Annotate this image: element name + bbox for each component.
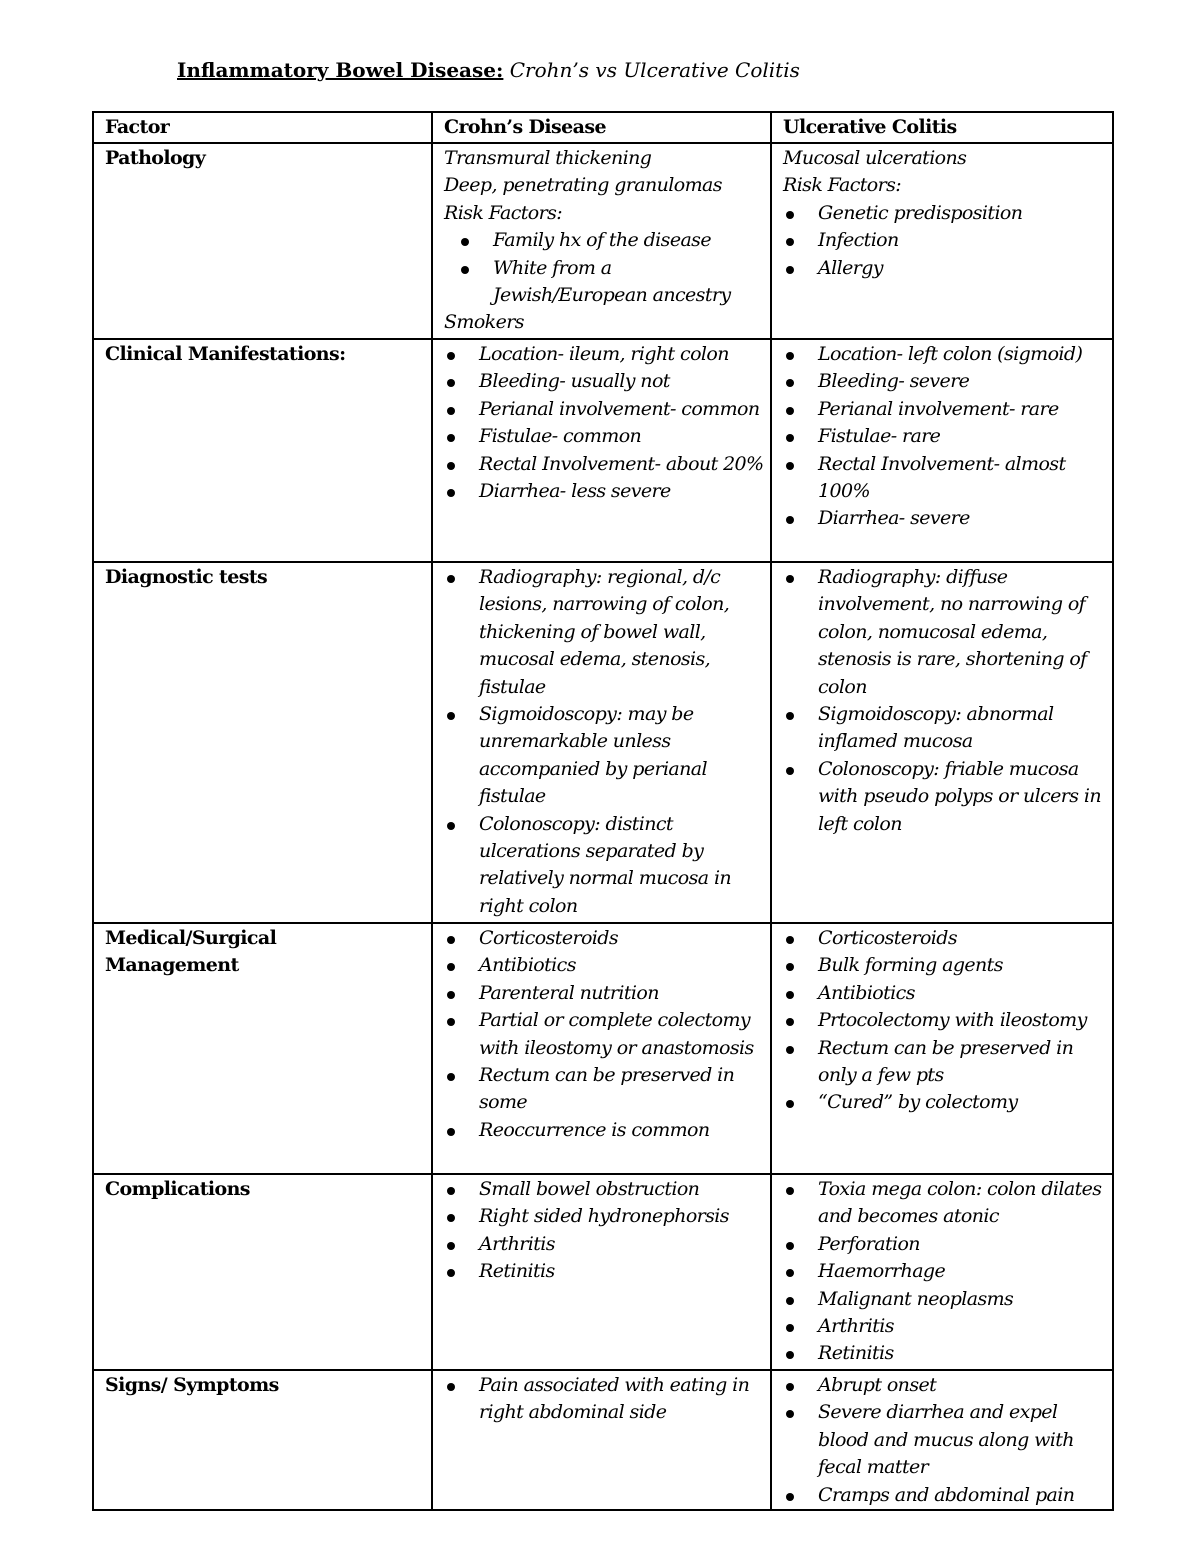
list-item: [444, 564, 764, 701]
bullet-icon: [447, 575, 455, 583]
list-item-text: Fistulae- common: [479, 425, 642, 448]
bullet-icon: [786, 352, 794, 360]
bullet-icon: [786, 963, 794, 971]
list-item-text: Right sided hydronephorsis: [479, 1205, 729, 1228]
bullet-icon: [786, 379, 794, 387]
factor-cell: Complications: [93, 1174, 432, 1370]
bullet-icon: [461, 266, 469, 274]
bullet-icon: [447, 379, 455, 387]
list-item-text: Pain associated with eating in right abdominal side: [479, 1374, 750, 1424]
list-item-text: Perianal involvement- rare: [818, 397, 1059, 420]
bullet-icon: [786, 1297, 794, 1305]
list-item-text: Location- left colon (sigmoid): [818, 343, 1083, 365]
list-item: [783, 423, 1106, 450]
bullet-icon: [447, 1187, 455, 1195]
list-item: [444, 368, 764, 395]
list-item-text: Corticosteroids: [818, 927, 957, 949]
list-item-text: Partial or complete colectomy with ileostomy or anastomosis: [479, 1009, 754, 1059]
risk-factor-list: [783, 200, 1106, 282]
list-item: [444, 478, 764, 505]
bullet-icon: [786, 936, 794, 944]
list-item: [444, 1176, 764, 1203]
list-item: [783, 1007, 1106, 1034]
bullet-list: [783, 564, 1106, 838]
list-item: [444, 1258, 764, 1285]
uc-cell: [771, 923, 1113, 1174]
bullet-icon: [786, 1100, 794, 1108]
header-factor: Factor: [93, 112, 432, 143]
list-item: [783, 925, 1106, 952]
list-item: [444, 1231, 764, 1258]
bullet-icon: [786, 1018, 794, 1026]
bullet-list: [444, 925, 764, 1144]
list-item-text: Radiography: diffuse involvement, no narrowing of colon, nomucosal edema, stenosis is rare, shortening of colon: [818, 566, 1087, 698]
header-uc: Ulcerative Colitis: [771, 112, 1113, 143]
bullet-icon: [786, 1351, 794, 1359]
row-clinical-manifestations: [93, 339, 1113, 562]
bullet-icon: [786, 1493, 794, 1501]
header-row: [93, 112, 1113, 143]
list-item-text: Family hx of the disease: [493, 229, 711, 252]
list-item-text: Retinitis: [479, 1260, 555, 1283]
factor-cell: Clinical Manifestations:: [93, 339, 432, 562]
bullet-icon: [447, 489, 455, 497]
row-signs-symptoms: [93, 1370, 1113, 1510]
list-item: [444, 811, 764, 921]
bullet-icon: [786, 266, 794, 274]
list-item: [444, 1203, 764, 1230]
comparison-table: [92, 111, 1114, 1511]
list-item: [783, 341, 1106, 368]
bullet-icon: [447, 1073, 455, 1081]
list-item-text: Malignant neoplasms: [818, 1287, 1014, 1310]
list-item: [783, 564, 1106, 701]
factor-cell: [93, 923, 432, 1174]
list-item-text: Reoccurrence is common: [479, 1118, 710, 1141]
bullet-icon: [786, 238, 794, 246]
list-item-text: Rectal Involvement- almost 100%: [818, 452, 1066, 503]
bullet-icon: [786, 991, 794, 999]
list-item-text: Arthritis: [479, 1232, 555, 1255]
bullet-list: [783, 341, 1106, 533]
list-item-text: Perforation: [818, 1232, 920, 1255]
bullet-icon: [786, 712, 794, 720]
bullet-icon: [786, 434, 794, 442]
list-item-text: Severe diarrhea and expel blood and mucus along with fecal matter: [818, 1401, 1074, 1479]
row-pathology: [93, 143, 1113, 339]
header-crohns: Crohn’s Disease: [432, 112, 771, 143]
bullet-icon: [786, 1324, 794, 1332]
factor-line: Medical/Surgical: [105, 927, 277, 949]
list-item: [444, 701, 764, 811]
list-item: [783, 1399, 1106, 1481]
list-item-text: White from a Jewish/European ancestry: [493, 256, 731, 307]
uc-cell: [771, 143, 1113, 339]
text-line: Deep, penetrating granulomas: [444, 174, 722, 197]
list-item: [783, 1286, 1106, 1313]
crohns-cell: [432, 339, 771, 562]
list-item-text: Allergy: [818, 256, 883, 279]
bullet-icon: [447, 991, 455, 999]
list-item: [444, 1372, 764, 1427]
list-item-text: Genetic predisposition: [818, 201, 1023, 224]
uc-cell: [771, 1370, 1113, 1510]
list-item-text: Location- ileum, right colon: [479, 343, 729, 365]
list-item: [783, 505, 1106, 532]
list-item-text: Diarrhea- less severe: [479, 480, 671, 503]
list-item-text: Retinitis: [818, 1342, 894, 1365]
bullet-icon: [786, 575, 794, 583]
list-item: [444, 1062, 764, 1117]
uc-cell: [771, 1174, 1113, 1370]
list-item-text: Arthritis: [818, 1315, 894, 1338]
bullet-icon: [786, 1383, 794, 1391]
list-item: [783, 1340, 1106, 1367]
title-main: Inflammatory Bowel Disease:: [177, 58, 504, 82]
list-item-text: Diarrhea- severe: [818, 507, 970, 530]
list-item: [783, 1372, 1106, 1399]
list-item: [783, 1035, 1106, 1090]
bullet-icon: [461, 238, 469, 246]
title-subtitle: Crohn’s vs Ulcerative Colitis: [509, 58, 800, 82]
list-item: [783, 1231, 1106, 1258]
list-item-text: Small bowel obstruction: [479, 1178, 700, 1200]
bullet-list: [444, 341, 764, 505]
bullet-icon: [786, 1046, 794, 1054]
list-item-text: Abrupt onset: [818, 1374, 937, 1396]
bullet-icon: [447, 822, 455, 830]
bullet-list: [783, 1372, 1106, 1509]
factor-line: Management: [105, 954, 239, 977]
bullet-list: [783, 1176, 1106, 1368]
bullet-list: [444, 1176, 764, 1286]
list-item: [783, 396, 1106, 423]
list-item-text: Sigmoidoscopy: may be unremarkable unless accompanied by perianal fistulae: [479, 703, 707, 808]
list-item: [783, 952, 1106, 979]
list-item-text: Radiography: regional, d/c lesions, narrowing of colon, thickening of bowel wall, mucosal edema, stenosis, fistulae: [479, 566, 730, 698]
list-item-text: Haemorrhage: [818, 1260, 946, 1283]
bullet-icon: [447, 352, 455, 360]
list-item-text: Bulk forming agents: [818, 954, 1003, 977]
list-item-text: Rectal Involvement- about 20%: [479, 452, 764, 475]
bullet-icon: [447, 1018, 455, 1026]
bullet-icon: [786, 1410, 794, 1418]
crohns-cell: [432, 143, 771, 339]
list-item-text: Cramps and abdominal pain: [818, 1483, 1075, 1506]
list-item: [444, 396, 764, 423]
bullet-icon: [786, 462, 794, 470]
list-item: [444, 1117, 764, 1144]
document-title: [177, 56, 800, 84]
uc-cell: [771, 339, 1113, 562]
list-item: [783, 701, 1106, 756]
list-item-text: Bleeding- severe: [818, 370, 970, 393]
bullet-list: [783, 925, 1106, 1117]
list-item-text: Infection: [818, 229, 899, 252]
list-item: [783, 227, 1106, 254]
list-item: [783, 980, 1106, 1007]
text-line: Smokers: [444, 311, 524, 334]
bullet-icon: [786, 516, 794, 524]
bullet-icon: [447, 963, 455, 971]
bullet-icon: [447, 407, 455, 415]
crohns-cell: [432, 1370, 771, 1510]
factor-cell: Pathology: [93, 143, 432, 339]
list-item-text: Sigmoidoscopy: abnormal inflamed mucosa: [818, 703, 1054, 753]
list-item-text: Corticosteroids: [479, 927, 618, 949]
bullet-icon: [786, 407, 794, 415]
list-item-text: Parenteral nutrition: [479, 981, 659, 1004]
list-item-text: Bleeding- usually not: [479, 370, 670, 393]
list-item: [444, 1007, 764, 1062]
list-item-text: “Cured” by colectomy: [818, 1091, 1018, 1114]
list-item: [783, 1313, 1106, 1340]
list-item: [783, 756, 1106, 838]
list-item-text: Colonoscopy: distinct ulcerations separated by relatively normal mucosa in right colon: [479, 812, 732, 917]
list-item: [783, 1258, 1106, 1285]
list-item-text: Fistulae- rare: [818, 425, 941, 448]
text-line: Transmural thickening: [444, 147, 652, 169]
crohns-cell: [432, 1174, 771, 1370]
bullet-icon: [447, 712, 455, 720]
list-item: [444, 952, 764, 979]
factor-cell: Diagnostic tests: [93, 562, 432, 923]
bullet-icon: [447, 936, 455, 944]
bullet-icon: [447, 462, 455, 470]
list-item-text: Antibiotics: [818, 981, 915, 1004]
bullet-list: [444, 1372, 764, 1427]
list-item: [783, 200, 1106, 227]
bullet-icon: [786, 1187, 794, 1195]
bullet-icon: [447, 1214, 455, 1222]
bullet-icon: [447, 1269, 455, 1277]
bullet-icon: [786, 1269, 794, 1277]
list-item-text: Antibiotics: [479, 954, 576, 977]
crohns-cell: [432, 923, 771, 1174]
list-item-text: Prtocolectomy with ileostomy: [818, 1009, 1087, 1032]
list-item: [444, 423, 764, 450]
text-line: Mucosal ulcerations: [783, 147, 967, 169]
crohns-cell: [432, 562, 771, 923]
row-medical-surgical-management: [93, 923, 1113, 1174]
uc-cell: [771, 562, 1113, 923]
bullet-icon: [786, 767, 794, 775]
list-item: [444, 341, 764, 368]
bullet-icon: [786, 211, 794, 219]
bullet-list: [444, 564, 764, 920]
factor-cell: Signs/ Symptoms: [93, 1370, 432, 1510]
bullet-icon: [447, 1242, 455, 1250]
list-item-text: Rectum can be preserved in some: [479, 1064, 735, 1114]
list-item: [783, 1482, 1106, 1509]
list-item: [444, 925, 764, 952]
risk-factors-label: Risk Factors:: [783, 174, 902, 197]
list-item: [783, 255, 1106, 282]
list-item: [783, 1089, 1106, 1116]
list-item: [783, 451, 1106, 506]
risk-factors-label: Risk Factors:: [444, 201, 563, 224]
list-item: [783, 1176, 1106, 1231]
list-item: [458, 255, 764, 310]
list-item: [444, 451, 764, 478]
risk-factor-list: [444, 227, 764, 309]
list-item: [444, 980, 764, 1007]
list-item-text: Toxia mega colon: colon dilates and becomes atonic: [818, 1178, 1102, 1228]
row-diagnostic-tests: [93, 562, 1113, 923]
bullet-icon: [447, 1128, 455, 1136]
list-item-text: Perianal involvement- common: [479, 397, 760, 420]
list-item-text: Colonoscopy: friable mucosa with pseudo polyps or ulcers in left colon: [818, 757, 1101, 835]
list-item-text: Rectum can be preserved in only a few pts: [818, 1036, 1074, 1087]
bullet-icon: [447, 1383, 455, 1391]
list-item: [783, 368, 1106, 395]
list-item: [458, 227, 764, 254]
row-complications: [93, 1174, 1113, 1370]
bullet-icon: [447, 434, 455, 442]
bullet-icon: [786, 1242, 794, 1250]
